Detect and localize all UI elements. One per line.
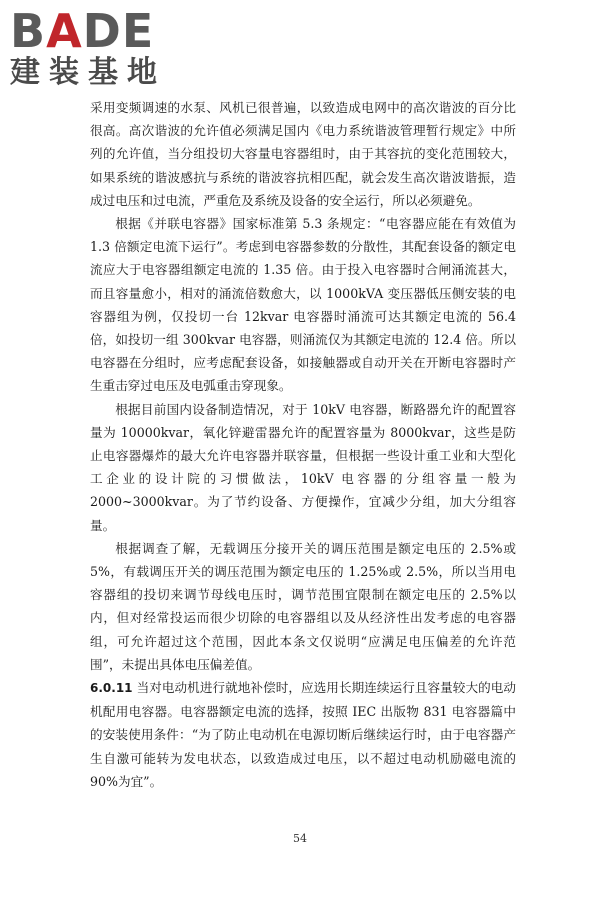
paragraph-rated-current: 根据《并联电容器》国家标准第 5.3 条规定：“电容器应能在有效值为 1.3 倍额定电流下运行”。考虑到电容器参数的分散性，其配套设备的额定电流应大于电容器组额定电流的 1.35 倍。由于投入电容器时合闸涌流甚大，而且容量愈小，相对的涌流倍数愈大，以 1000kVA 变压器低压侧安装的电容器组为例，仅投切一台 12kvar 电容器时涌流可达其额定电流的 56.4 倍，如投切一组 300kvar 电容器，则涌流仅为其额定电流的 12.4 倍。所以电容器在分组时，应考虑配套设备，如接触器或自动开关在开断电容器时产生重击穿过电压及电弧重击穿现象。 — [90, 216, 516, 394]
paragraph-voltage-regulation: 根据调查了解，无载调压分接开关的调压范围是额定电压的 2.5%或 5%，有载调压开关的调压范围为额定电压的 1.25%或 2.5%，所以当用电容器组的投切来调节母线电压时，调节范围宜限制在额定电压的 2.5%以内，但对经常投运而很少切除的电容器组以及从经济性出发考虑的电容器组，可允许超过这个范围，因此本条文仅说明“应满足电压偏差的允许范围”，未提出具体电压偏差值。 — [90, 540, 516, 672]
bade-logo — [10, 6, 180, 92]
logo-letters-de: DE — [82, 4, 155, 58]
logo-chinese-text: 建装基地 — [10, 55, 166, 90]
clause-6-0-11 — [90, 676, 516, 793]
logo-wordmark — [10, 6, 154, 56]
logo-letter-b: B — [10, 4, 47, 58]
paragraph-grouping-capacity: 根据目前国内设备制造情况，对于 10kV 电容器，断路器允许的配置容量为 10000kvar，氧化锌避雷器允许的配置容量为 8000kvar，这些是防止电容器爆炸的最大允许电容器并联容量，但根据一些设计重工业和大型化工企业的设计院的习惯做法，10kV 电容器的分组容量一般为 2000~3000kvar。为了节约设备、方便操作，宜减少分组，加大分组容量。 — [90, 401, 516, 533]
document-body — [90, 96, 516, 793]
logo-letter-a: A — [46, 4, 83, 58]
clause-text: 当对电动机进行就地补偿时，应选用长期连续运行且容量较大的电动机配用电容器。电容器额定电流的选择，按照 IEC 出版物 831 电容器篇中的安装使用条件：“为了防止电动机在电源切断后继续运行时，由于电容器产生自激可能转为发电状态，以致造成过电压，以不超过电动机励磁电流的 90%为宜”。 — [90, 680, 516, 789]
paragraph-harmonics: 采用变频调速的水泵、风机已很普遍，以致造成电网中的高次谐波的百分比很高。高次谐波的允许值必须满足国内《电力系统谐波管理暂行规定》中所列的允许值，当分组投切大容量电容器组时，由于其容抗的变化范围较大，如果系统的谐波感抗与系统的谐波容抗相匹配，就会发生高次谐波谐振，造成过电压和过电流，严重危及系统及设备的安全运行，所以必须避免。 — [90, 100, 516, 208]
page-number: 54 — [293, 832, 307, 845]
clause-number: 6.0.11 — [90, 681, 133, 696]
